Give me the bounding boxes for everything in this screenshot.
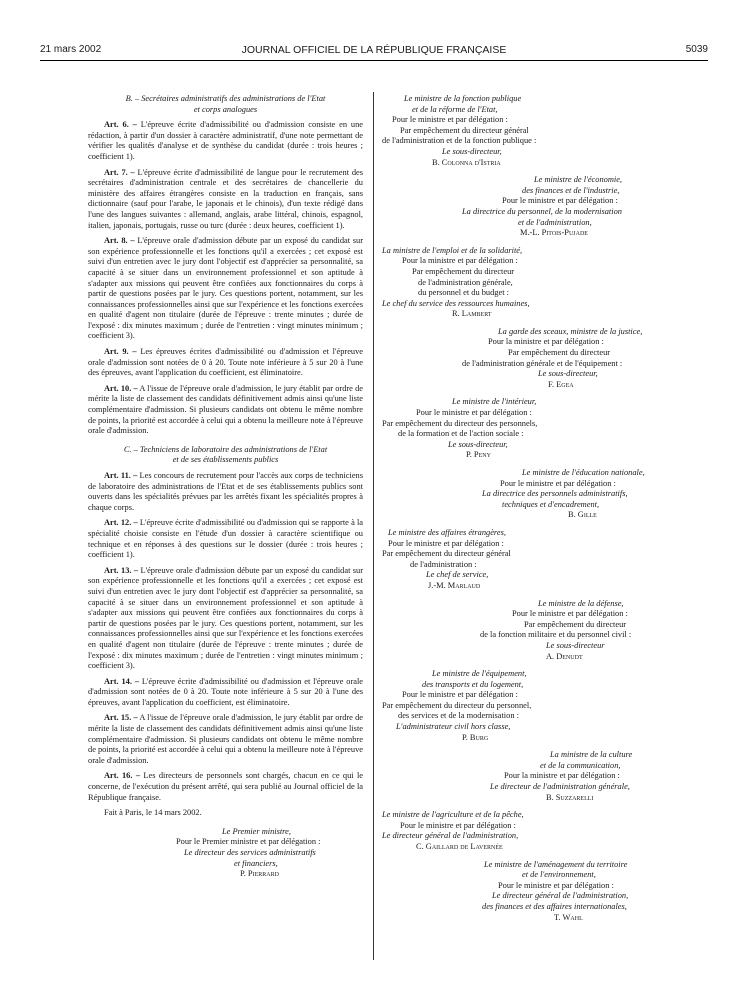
article-text: L'épreuve orale d'admission débute par un exposé du candidat sur son expérience professionnelle et les fonctions qu'il a exercées ; cet exposé est suivi d'un entretien avec le jury dont l'objectif est d'apprécier sa personnalité, sa capacité à se situer dans un environnement professionnel et son aptitude à s'adapter aux missions qui peuvent être confiées aux fonctionnaires du corps à partir de questions posées par le jury. Ces questions portent, notamment, sur les connaissances professionnelles ainsi que sur l'expérience et les fonctions exercées en qualité d'agent non titulaire (durée de l'épreuve : trente minutes ; durée de l'exposé : dix minutes maximum ; durée de l'entretien : vingt minutes minimum ; coefficient 3). bbox=[88, 236, 364, 341]
signature-line: de l'administration et de la fonction publique : bbox=[382, 136, 537, 146]
article-number: Art. 14. – bbox=[104, 676, 139, 686]
signature-line: Pour le ministre et par délégation : bbox=[392, 115, 508, 125]
signature-title: Le ministre de la fonction publique bbox=[404, 94, 522, 103]
signature-line: Par empêchement du directeur du personnel, bbox=[382, 700, 532, 710]
journal-title: JOURNAL OFFICIEL DE LA RÉPUBLIQUE FRANÇAISE bbox=[241, 44, 507, 56]
article-number: Art. 8. – bbox=[104, 236, 135, 246]
left-column bbox=[88, 94, 363, 880]
article-text: Les concours de recrutement pour l'accès aux corps de techniciens de laboratoire des administrations de l'Etat et de ses établissements publics sont ouverts dans les spécialités prévues par les arrêtés fixant les spécialités propres à chaque corps. bbox=[88, 471, 363, 512]
section-title-line: B. – Secrétaires administratifs des administrations de l'Etat bbox=[125, 94, 326, 103]
signature-title: Le ministre de l'aménagement du territoire bbox=[484, 859, 628, 869]
section-title-line: C. – Techniciens de laboratoire des administrations de l'Etat bbox=[123, 444, 328, 454]
article-number: Art. 13. – bbox=[104, 565, 139, 575]
signature-title: La ministre de la culture bbox=[550, 750, 633, 760]
signature-line: Le chef de service, bbox=[426, 570, 489, 580]
signatory-name: P. Peny bbox=[466, 450, 491, 460]
signature-line: de l'administration générale, bbox=[418, 277, 513, 287]
article bbox=[88, 771, 363, 803]
signature-line: et de l'administration, bbox=[518, 217, 592, 227]
page-header bbox=[40, 44, 708, 58]
article-number: Art. 11. – bbox=[104, 471, 138, 480]
signature-line: L'administrateur civil hors classe, bbox=[396, 722, 511, 732]
signature-line: Par empêchement du directeur bbox=[524, 619, 627, 629]
article bbox=[88, 120, 363, 162]
signature-title: Le ministre de l'agriculture et de la pêche, bbox=[382, 810, 524, 820]
signature-line: Le directeur général de l'administration, bbox=[492, 891, 629, 901]
signature-line: Par empêchement du directeur général bbox=[400, 125, 529, 135]
signature-block bbox=[382, 860, 670, 924]
signature-line: Pour la ministre et par délégation : bbox=[488, 337, 604, 347]
article bbox=[88, 236, 363, 342]
article-text: L'épreuve écrite d'admissibilité de langue pour le recrutement des secrétaires d'administration centrale et des secrétaires de chancellerie du ministère des affaires étrangères consiste en la traduction en français, sans dictionnaire (sauf pour l'arabe, le japonais et le chinois), d'un texte rédigé dans l'une des langues suivantes : allemand, anglais, arabe littéral, chinois, espagnol, italien, japonais, portugais, russe ou turc (durée : deux heures, coefficient 1). bbox=[88, 167, 364, 230]
signature-line: Pour le ministre et par délégation : bbox=[416, 408, 532, 418]
page-number: 5039 bbox=[685, 44, 708, 55]
signature-line: des services et de la modernisation : bbox=[398, 711, 519, 721]
signatory-name: F. Egea bbox=[548, 379, 574, 389]
signature-block bbox=[176, 826, 363, 880]
signatory-name: A. Denudt bbox=[546, 651, 583, 661]
article-number: Art. 16. – bbox=[104, 771, 141, 781]
signature-line: de l'administration : bbox=[410, 559, 477, 569]
signatory-name: B. Suzzarelli bbox=[546, 792, 594, 802]
signature-line: La directrice des personnels administratifs, bbox=[482, 489, 628, 499]
signature-line: Le directeur des services administratifs bbox=[184, 848, 316, 857]
article-text: L'épreuve écrite d'admissibilité ou d'admission qui se rapporte à la spécialité choisie consiste en l'étude d'un dossier à caractère scientifique ou technique et en réponses à des questions sur le dossier (durée : trois heures ; coefficient 1). bbox=[88, 518, 364, 560]
signature-line: Pour la ministre et par délégation : bbox=[504, 771, 620, 781]
signature-line: Pour le ministre et par délégation : bbox=[502, 196, 618, 206]
signature-line: Par empêchement du directeur bbox=[412, 266, 515, 276]
article bbox=[88, 384, 363, 437]
signature-line: techniques et d'encadrement, bbox=[502, 499, 600, 509]
article bbox=[88, 713, 363, 766]
signature-line: Le sous-directeur, bbox=[448, 439, 508, 449]
article-text: L'épreuve écrite d'admissibilité ou d'admission et l'épreuve orale d'admission sont notées de 0 à 20. Toute note inférieure à 5 sur 20 à l'une des épreuves, avant l'application du coefficient, est éliminatoire. bbox=[88, 676, 364, 707]
section-b-title bbox=[88, 94, 363, 115]
signature-title: Le ministre de l'économie, bbox=[534, 175, 623, 185]
signature-line: La directrice du personnel, de la modernisation bbox=[462, 206, 622, 216]
signature-line: et de la réforme de l'Etat, bbox=[412, 104, 498, 114]
article-number: Art. 9. – bbox=[104, 347, 137, 357]
section-title-line: et corps analogues bbox=[193, 104, 258, 114]
signature-block bbox=[382, 468, 670, 521]
right-column bbox=[382, 94, 670, 930]
section-title-line: et de ses établissements publics bbox=[172, 455, 279, 465]
signatory-name: R. Lambert bbox=[452, 309, 492, 319]
signatory-name: B. Colonna d'Istria bbox=[432, 157, 501, 167]
signature-line: de l'administration générale et de l'équipement : bbox=[462, 358, 623, 368]
signature-title: La ministre de l'emploi et de la solidarité, bbox=[382, 245, 523, 255]
signature-block bbox=[382, 175, 670, 239]
article bbox=[88, 518, 363, 560]
signatory-name: P. Burg bbox=[462, 732, 489, 742]
signatory-name: T. Wahl bbox=[554, 912, 583, 922]
signatory-name: B. Gille bbox=[568, 510, 597, 520]
signature-line: de la fonction militaire et du personnel civil : bbox=[480, 630, 632, 640]
article bbox=[88, 677, 363, 709]
signature-line: Le sous-directeur, bbox=[442, 146, 502, 156]
signature-line: Le sous-directeur, bbox=[538, 369, 598, 379]
signature-line: Par empêchement du directeur des personnels, bbox=[382, 418, 538, 428]
signature-line: et de la communication, bbox=[540, 760, 621, 770]
signature-line: Le sous-directeur bbox=[546, 640, 605, 650]
article-text: L'épreuve écrite d'admissibilité ou d'admission consiste en une rédaction, à partir d'un dossier à caractère administratif, d'une note permettant de vérifier les qualités d'analyse et de synthèse du candidat (durée : trois heures ; coefficient 1). bbox=[88, 120, 363, 161]
signature-line: de la formation et de l'action sociale : bbox=[398, 429, 524, 439]
article bbox=[88, 566, 363, 672]
signature-line: Pour le ministre et par délégation : bbox=[512, 609, 628, 619]
signature-line: Par empêchement du directeur général bbox=[382, 549, 511, 559]
article-number: Art. 7. – bbox=[104, 167, 135, 177]
article-number: Art. 12. – bbox=[104, 518, 138, 528]
signature-line: des finances et des affaires internationales, bbox=[482, 901, 627, 911]
article-number: Art. 15. – bbox=[104, 713, 138, 723]
signature-title: Le Premier ministre, bbox=[222, 826, 291, 836]
signature-block bbox=[382, 669, 670, 743]
signature-block bbox=[382, 397, 670, 461]
signature-line: Par empêchement du directeur bbox=[508, 348, 611, 358]
signature-block bbox=[382, 750, 670, 803]
signature-title: Le ministre de l'éducation nationale, bbox=[522, 468, 645, 477]
article bbox=[88, 168, 363, 232]
signature-title: Le ministre de l'intérieur, bbox=[452, 397, 537, 407]
signature-block bbox=[382, 327, 670, 391]
signature-line: des finances et de l'industrie, bbox=[522, 185, 620, 195]
signature-line: Pour le ministre et par délégation : bbox=[388, 538, 504, 548]
section-c-title bbox=[88, 445, 363, 466]
signature-line: Pour la ministre et par délégation : bbox=[402, 256, 518, 266]
signatory-name: M.-L. Pitois-Pujade bbox=[520, 228, 588, 238]
signatory-name: P. Pierrard bbox=[240, 869, 279, 879]
signature-title: La garde des sceaux, ministre de la justice, bbox=[498, 326, 643, 336]
article bbox=[88, 471, 363, 513]
article-number: Art. 6. – bbox=[104, 120, 137, 130]
signature-block bbox=[382, 246, 670, 320]
signature-line: et financiers, bbox=[234, 858, 278, 868]
signature-block bbox=[382, 599, 670, 663]
signature-line: et de l'environnement, bbox=[522, 870, 596, 880]
article-number: Art. 10. – bbox=[104, 383, 138, 393]
article bbox=[88, 347, 363, 379]
signature-line: Pour le ministre et par délégation : bbox=[400, 820, 516, 830]
signature-block bbox=[382, 94, 670, 168]
column-divider bbox=[373, 92, 374, 960]
signature-line: Pour le ministre et par délégation : bbox=[498, 880, 614, 890]
closing-line: Fait à Paris, le 14 mars 2002. bbox=[104, 808, 202, 818]
signatory-name: J.-M. Marlaud bbox=[428, 580, 481, 590]
signature-title: Le ministre de l'équipement, bbox=[432, 669, 527, 679]
signature-block bbox=[382, 810, 670, 852]
issue-date: 21 mars 2002 bbox=[40, 44, 102, 55]
signature-line: du personnel et du budget : bbox=[418, 288, 509, 298]
signature-line: Le chef du service des ressources humaines, bbox=[382, 298, 530, 308]
signature-line: Le directeur général de l'administration, bbox=[382, 831, 519, 841]
signature-line: des transports et du logement, bbox=[422, 679, 524, 689]
article-text: Les épreuves écrites d'admissibilité ou d'admission et l'épreuve orale d'admission sont notées de 0 à 20. Toute note inférieure à 5 sur 20 à l'une des épreuves, avant l'application du coefficient, est éliminatoire. bbox=[88, 347, 364, 378]
signature-line: Le directeur de l'administration générale, bbox=[490, 782, 630, 792]
article-text: A l'issue de l'épreuve orale d'admission, le jury établit par ordre de mérite la liste de classement des candidats définitivement admis ainsi qu'une liste complémentaire d'admission. Si plusieurs candidats ont obtenu le même nombre de points, la priorité est accordée à celui qui a obtenu la meilleure note à l'épreuve orale d'admission. bbox=[88, 383, 363, 436]
signature-line: Pour le ministre et par délégation : bbox=[500, 478, 616, 488]
signature-line: Pour le Premier ministre et par délégation : bbox=[176, 837, 321, 847]
signatory-name: C. Gaillard de Lavernée bbox=[416, 842, 503, 851]
article-text: L'épreuve orale d'admission débute par un exposé du candidat sur son expérience professionnelle et les fonctions qu'il a exercées ; cet exposé est suivi d'un entretien avec le jury dont l'objectif est d'apprécier sa personnalité, sa capacité à se situer dans un environnement professionnel et son aptitude à s'adapter aux missions qui peuvent être confiées aux fonctionnaires du corps à partir de questions posées par le jury. Ces questions portent, notamment, sur les connaissances professionnelles ainsi que sur l'expérience et les fonctions exercées en qualité d'agent non titulaire (durée de l'épreuve : trente minutes ; durée de l'exposé : dix minutes maximum ; durée de l'entretien : vingt minutes minimum ; coefficient 3). bbox=[88, 565, 364, 671]
signature-block bbox=[382, 528, 670, 592]
article-text: A l'issue de l'épreuve orale d'admission, le jury établit par ordre de mérite la liste de classement des candidats définitivement admis ainsi qu'une liste complémentaire d'admission. Si plusieurs candidats ont obtenu le même nombre de points, la priorité est accordée à celui qui a obtenu la meilleure note à l'épreuve orale d'admission. bbox=[88, 713, 363, 765]
signature-title: Le ministre de la défense, bbox=[538, 598, 624, 608]
signature-title: Le ministre des affaires étrangères, bbox=[388, 527, 506, 537]
article-text: Les directeurs de personnels sont chargés, chacun en ce qui le concerne, de l'exécution du présent arrêté, qui sera publié au Journal officiel de la République française. bbox=[88, 771, 363, 802]
header-rule bbox=[40, 60, 708, 61]
signature-line: Pour le ministre et par délégation : bbox=[402, 690, 518, 700]
